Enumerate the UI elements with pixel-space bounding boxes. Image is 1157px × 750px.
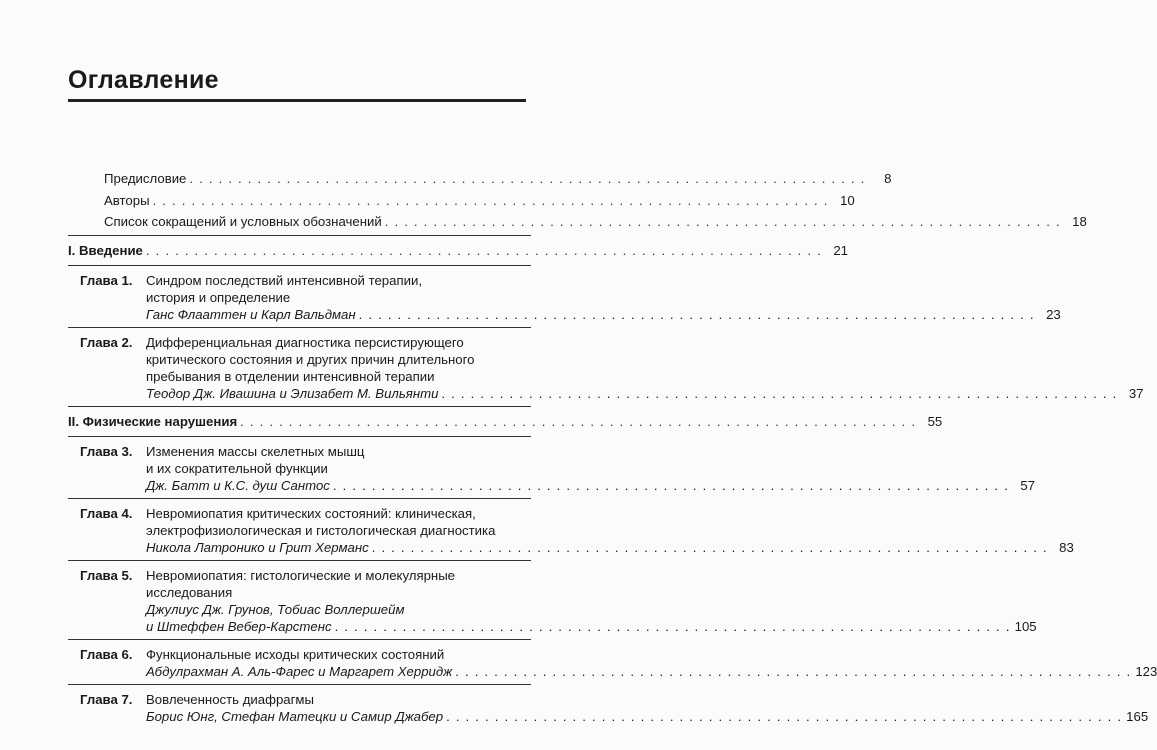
chapter-entry[interactable] [68, 639, 1157, 684]
chapter-title-line: Дифференциальная диагностика персистирующего [146, 334, 464, 350]
dot-leader: . . . . . . . . . . . . . . . . . . . . . . . . . . . . . . . . . . . . . . . . . . . . . . . . . . . . . . . . . . . . . . . . . . . . . . [446, 708, 1123, 724]
chapter-title-line: история и определение [146, 289, 291, 305]
chapter-page-number: 23 [1046, 306, 1061, 322]
section-heading-page-number: 21 [833, 242, 848, 258]
dot-leader: . . . . . . . . . . . . . . . . . . . . . . . . . . . . . . . . . . . . . . . . . . . . . . . . . . . . . . . . . . . . . . . . . . . . . . [358, 306, 1035, 322]
dot-leader: . . . . . . . . . . . . . . . . . . . . . . . . . . . . . . . . . . . . . . . . . . . . . . . . . . . . . . . . . . . . . . . . . . . . . . [455, 663, 1132, 679]
chapter-entry[interactable] [68, 684, 1149, 729]
chapter-entry[interactable] [68, 436, 1035, 498]
chapter-row [68, 691, 1149, 725]
dot-leader: . . . . . . . . . . . . . . . . . . . . . . . . . . . . . . . . . . . . . . . . . . . . . . . . . . . . . . . . . . . . . . . . . . . . . . [189, 171, 866, 186]
sections-list [68, 235, 1157, 729]
chapter-title-line: пребывания в отделении интенсивной терапии [146, 368, 435, 384]
table-of-contents [68, 170, 1157, 729]
section-heading-label: I. Введение [68, 242, 143, 258]
chapter-body [146, 646, 1157, 680]
front-matter-item-label: Предисловие [104, 171, 187, 186]
chapter-title-line: электрофизиологическая и гистологическая диагностика [146, 522, 496, 538]
front-matter-list [68, 170, 1087, 230]
chapter-authors [146, 663, 1157, 680]
chapter-title-line: Вовлеченность диафрагмы [146, 691, 314, 707]
dot-leader: . . . . . . . . . . . . . . . . . . . . . . . . . . . . . . . . . . . . . . . . . . . . . . . . . . . . . . . . . . . . . . . . . . . . . . [334, 618, 1011, 634]
chapter-authors-text: Борис Юнг, Стефан Матецки и Самир Джабер [146, 708, 444, 724]
chapter-body [146, 334, 1144, 402]
chapter-authors-text: Теодор Дж. Ивашина и Элизабет М. Вильянти [146, 385, 439, 401]
chapter-title-line: Изменения массы скелетных мышц [146, 443, 365, 459]
chapter-title-line: исследования [146, 584, 233, 600]
chapter-number: Глава 3. [80, 443, 133, 459]
dot-leader: . . . . . . . . . . . . . . . . . . . . . . . . . . . . . . . . . . . . . . . . . . . . . . . . . . . . . . . . . . . . . . . . . . . . . . [145, 242, 822, 258]
chapter-number: Глава 7. [80, 691, 133, 707]
front-matter-item[interactable] [68, 192, 855, 209]
dot-leader: . . . . . . . . . . . . . . . . . . . . . . . . . . . . . . . . . . . . . . . . . . . . . . . . . . . . . . . . . . . . . . . . . . . . . . [371, 539, 1048, 555]
chapter-title-line: Невромиопатия критических состояний: клиническая, [146, 505, 476, 521]
chapter-authors [146, 385, 1144, 402]
front-matter-item-label: Авторы [104, 192, 150, 208]
section-heading[interactable] [68, 413, 943, 430]
chapter-title-line: критического состояния и других причин длительного [146, 351, 475, 367]
chapter-body [146, 505, 1074, 556]
chapter-authors [146, 618, 1037, 635]
chapter-body [146, 272, 1061, 323]
chapter-page-number: 165 [1126, 708, 1149, 724]
chapter-page-number: 83 [1059, 539, 1074, 555]
chapter-row [68, 567, 1037, 635]
chapter-row [68, 505, 1074, 556]
chapter-row [68, 334, 1144, 402]
chapter-page-number: 105 [1014, 618, 1037, 634]
chapter-entry[interactable] [68, 560, 1037, 639]
chapter-authors [146, 539, 1074, 556]
chapter-entry[interactable] [68, 498, 1074, 560]
chapter-row [68, 646, 1157, 680]
chapter-body [146, 691, 1148, 725]
chapter-title-line: Функциональные исходы критических состояний [146, 646, 445, 662]
chapter-entry[interactable] [68, 265, 1061, 327]
chapter-authors [146, 708, 1148, 725]
chapter-authors-text: и Штеффен Вебер-Карстенс [146, 618, 332, 634]
chapter-authors-text: Никола Латронико и Грит Херманс [146, 539, 369, 555]
chapter-page-number: 57 [1020, 477, 1035, 493]
dot-leader: . . . . . . . . . . . . . . . . . . . . . . . . . . . . . . . . . . . . . . . . . . . . . . . . . . . . . . . . . . . . . . . . . . . . . . [240, 413, 917, 429]
chapter-entry[interactable] [68, 327, 1144, 406]
page-title: Оглавление [68, 66, 219, 94]
section-heading-page-number: 55 [927, 413, 943, 429]
chapter-number: Глава 2. [80, 334, 133, 350]
section-block [68, 235, 1144, 406]
chapter-page-number: 123 [1135, 663, 1157, 679]
chapter-title-line: Синдром последствий интенсивной терапии, [146, 272, 423, 288]
front-matter-item-page-number: 10 [839, 192, 855, 208]
section-heading[interactable] [68, 242, 848, 259]
chapter-number: Глава 4. [80, 505, 133, 521]
front-matter-item[interactable] [68, 170, 892, 187]
front-matter-item[interactable] [68, 213, 1087, 230]
title-rule [68, 99, 526, 102]
chapter-authors-text: Дж. Батт и К.С. душ Сантос [146, 477, 330, 493]
front-matter-item-page-number: 8 [884, 171, 892, 186]
chapter-title-line: и их сократительной функции [146, 460, 328, 476]
chapter-number: Глава 5. [80, 567, 133, 583]
chapter-body [146, 443, 1035, 494]
section-block [68, 406, 1157, 729]
chapter-page-number: 37 [1128, 385, 1144, 401]
chapter-authors-line: Джулиус Дж. Грунов, Тобиас Воллершейм [146, 601, 405, 617]
dot-leader: . . . . . . . . . . . . . . . . . . . . . . . . . . . . . . . . . . . . . . . . . . . . . . . . . . . . . . . . . . . . . . . . . . . . . . [152, 192, 829, 208]
chapter-authors-text: Абдулрахман А. Аль-Фарес и Маргарет Херридж [146, 663, 453, 679]
chapter-number: Глава 6. [80, 646, 133, 662]
chapter-body [146, 567, 1037, 635]
chapter-row [68, 272, 1061, 323]
chapter-row [68, 443, 1035, 494]
front-matter-item-label: Список сокращений и условных обозначений [104, 214, 382, 229]
front-matter-item-page-number: 18 [1072, 214, 1087, 229]
section-heading-label: II. Физические нарушения [68, 413, 238, 429]
chapter-authors [146, 306, 1061, 323]
chapter-authors-text: Ганс Флааттен и Карл Вальдман [146, 306, 356, 322]
dot-leader: . . . . . . . . . . . . . . . . . . . . . . . . . . . . . . . . . . . . . . . . . . . . . . . . . . . . . . . . . . . . . . . . . . . . . . [332, 477, 1009, 493]
dot-leader: . . . . . . . . . . . . . . . . . . . . . . . . . . . . . . . . . . . . . . . . . . . . . . . . . . . . . . . . . . . . . . . . . . . . . . [441, 385, 1118, 401]
dot-leader: . . . . . . . . . . . . . . . . . . . . . . . . . . . . . . . . . . . . . . . . . . . . . . . . . . . . . . . . . . . . . . . . . . . . . . [384, 214, 1061, 229]
chapter-number: Глава 1. [80, 272, 133, 288]
chapter-title-line: Невромиопатия: гистологические и молекулярные [146, 567, 456, 583]
chapter-authors [146, 477, 1035, 494]
